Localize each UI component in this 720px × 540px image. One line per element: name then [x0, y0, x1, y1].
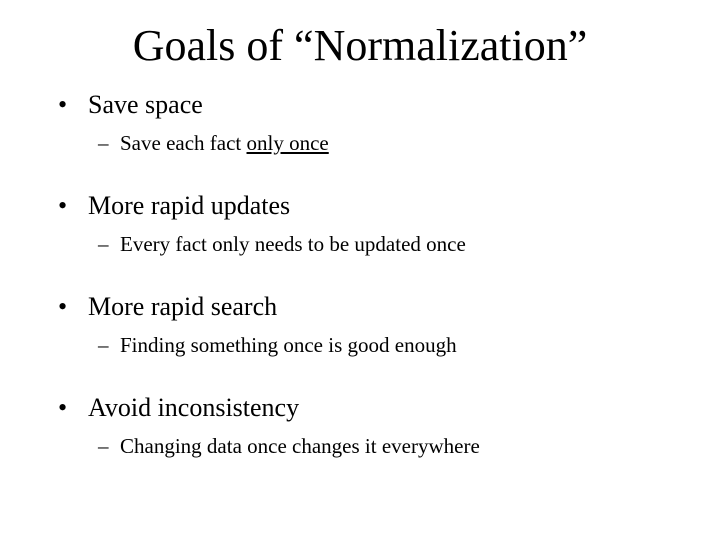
sub-bullet-text: Save each fact — [120, 131, 247, 155]
sub-bullet — [98, 433, 480, 459]
sub-bullet — [98, 130, 329, 156]
dash-icon: – — [98, 434, 109, 458]
bullet-text: Save space — [88, 90, 203, 119]
bullet-icon: • — [58, 191, 68, 220]
bullet-text: Avoid inconsistency — [88, 393, 300, 422]
dash-icon: – — [98, 232, 109, 256]
dash-icon: – — [98, 333, 109, 357]
bullet-icon: • — [58, 393, 68, 422]
sub-bullet-text: Changing data once changes it everywhere — [120, 434, 480, 458]
sub-bullet-text: Finding something once is good enough — [120, 333, 457, 357]
sub-bullet — [98, 332, 457, 358]
dash-icon: – — [98, 131, 109, 155]
underlined-emphasis: only once — [246, 131, 329, 155]
slide-title: Goals of “Normalization” — [132, 21, 588, 70]
bullet-icon: • — [58, 292, 68, 321]
sub-bullet — [98, 231, 466, 257]
bullet-text: More rapid search — [88, 292, 278, 321]
sub-bullet-text: Every fact only needs to be updated once — [120, 232, 466, 256]
bullet-icon: • — [58, 90, 68, 119]
bullet-text: More rapid updates — [88, 191, 291, 220]
